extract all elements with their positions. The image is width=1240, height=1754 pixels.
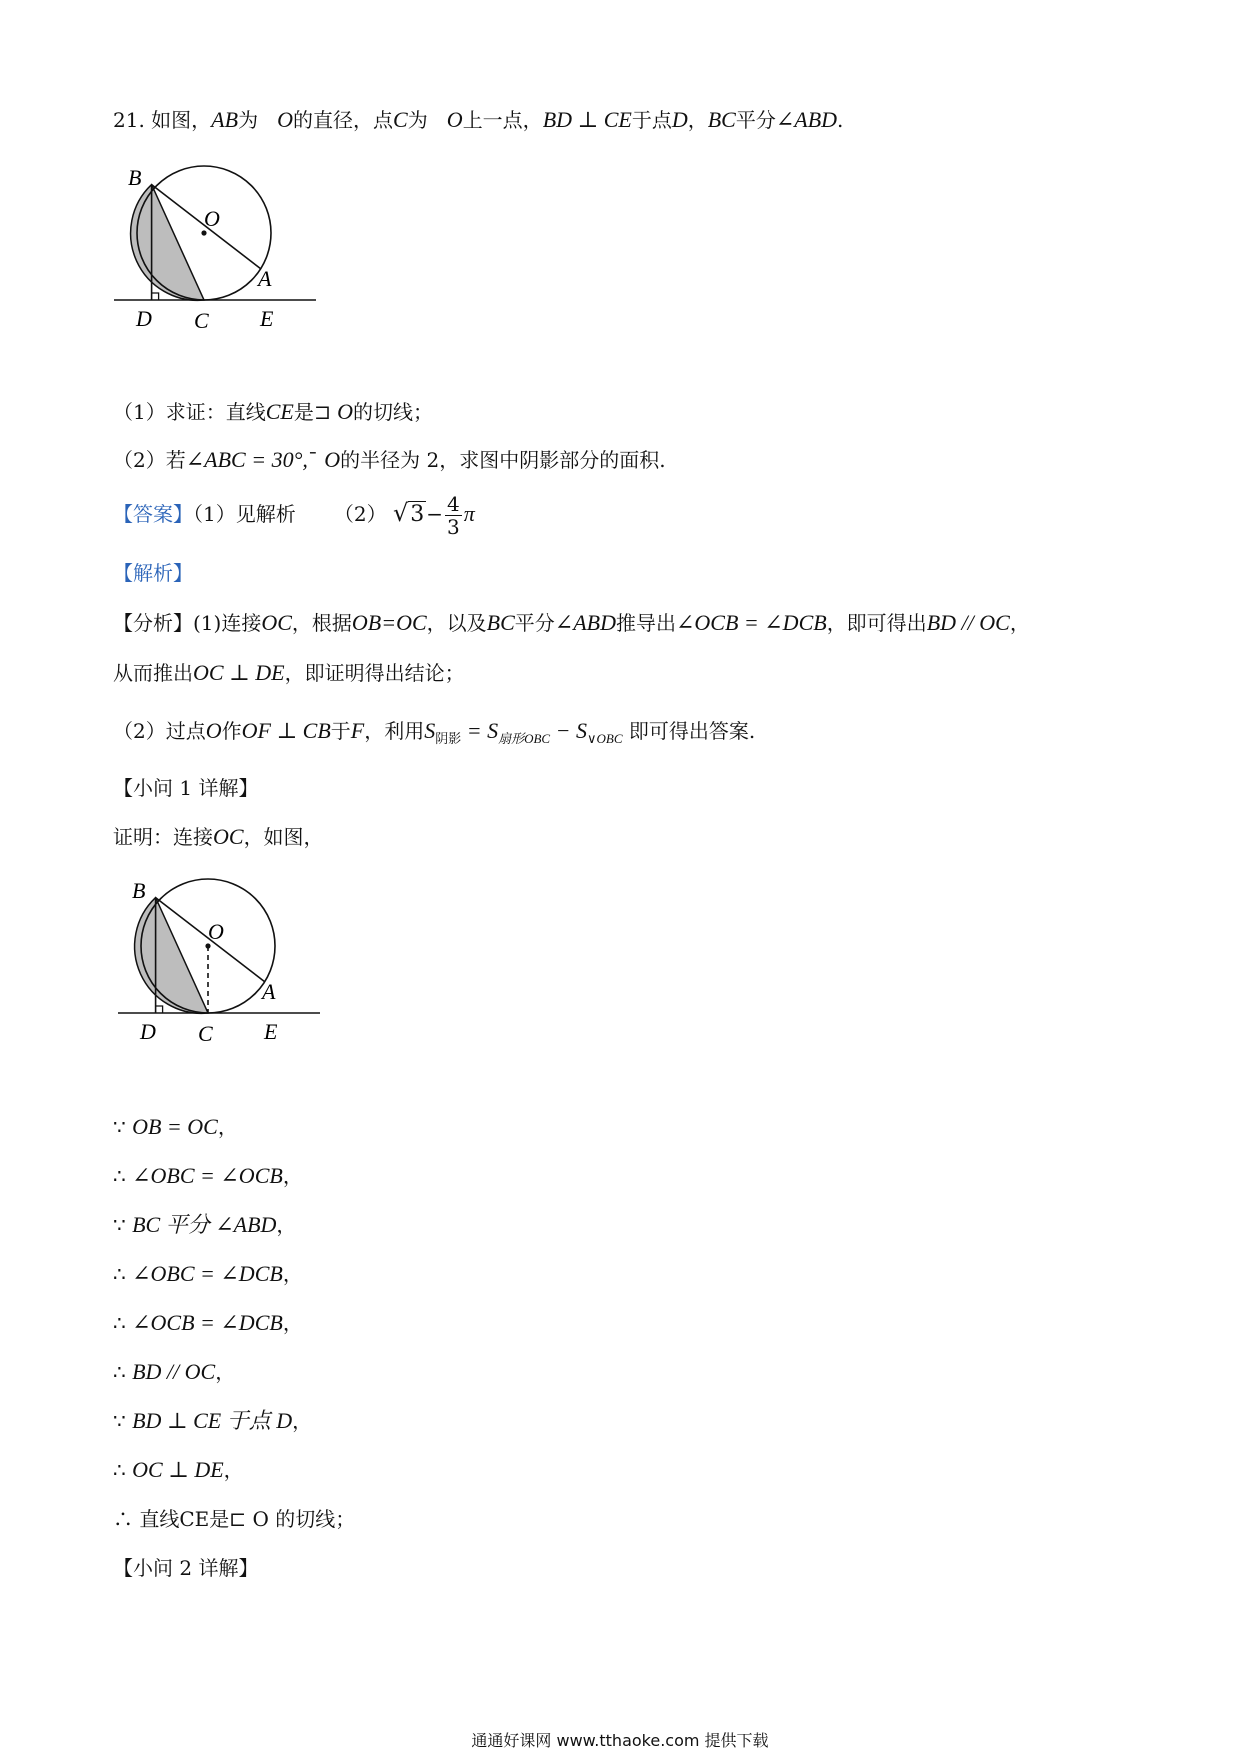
proof-step: ∵ OB = OC，: [113, 1114, 238, 1139]
shaded-segment: [131, 185, 204, 301]
figure-2: [104, 863, 334, 1048]
detail1-tag: 【小问 1 详解】: [113, 776, 259, 800]
label-b: B: [128, 165, 142, 190]
label-o-2: O: [208, 919, 224, 944]
label-c: C: [194, 308, 209, 333]
proof-step: ∵ BD ⊥ CE 于点 D，: [113, 1408, 313, 1433]
center-dot-2: [205, 943, 210, 948]
part2: （2）若∠ABC = 30°,¯ O的半径为 2，求图中阴影部分的面积.: [113, 447, 666, 472]
shaded-segment-2: [135, 898, 208, 1014]
proof-step: ∵ BC 平分 ∠ABD，: [113, 1212, 297, 1237]
label-e: E: [260, 306, 274, 331]
label-b-2: B: [132, 878, 146, 903]
proof-step: ∴ 直线CE是⊏ O 的切线；: [113, 1507, 356, 1531]
label-a-2: A: [262, 979, 276, 1004]
part1: （1）求证：直线CE是⊐ O的切线；: [113, 399, 434, 424]
proof-step: ∴ ∠OBC = ∠DCB，: [113, 1261, 303, 1286]
proof-step: ∴ ∠OBC = ∠OCB，: [113, 1163, 303, 1188]
fraction: $\frac{4}{3}$: [447, 492, 460, 539]
proof-step: ∴ OC ⊥ DE，: [113, 1457, 244, 1482]
detail2-tag: 【小问 2 详解】: [113, 1556, 259, 1580]
answer-line: 【答案】（1）见解析 （2） √3 − $\frac{4}{3}$ π: [113, 492, 475, 539]
label-c-2: C: [198, 1021, 213, 1046]
label-a: A: [258, 266, 272, 291]
proof-step: ∴ BD // OC，: [113, 1359, 236, 1384]
question-stem: 21. 如图，AB为 O的直径，点C为 O上一点，BD ⊥ CE于点D，BC平分∠ABD.: [113, 107, 844, 132]
label-e-2: E: [264, 1019, 278, 1044]
right-angle-mark: [152, 293, 159, 300]
label-d: D: [136, 306, 152, 331]
step2-analysis: （2）过点O作OF ⊥ CB于F，利用$S_{阴影} = S_{扇形OBC} - S_{\vee OBC}$ 即可得出答案.: [113, 718, 756, 747]
label-o: O: [204, 206, 220, 231]
label-d-2: D: [140, 1019, 156, 1044]
fenxi-line1: 【分析】(1)连接OC，根据OB=OC，以及BC平分∠ABD推导出∠OCB = ∠DCB，即可得出BD // OC，: [113, 610, 1030, 635]
proof-intro: 证明：连接OC，如图，: [113, 824, 324, 849]
fenxi-line2: 从而推出OC ⊥ DE，即证明得出结论；: [113, 660, 465, 685]
figure-1: [100, 150, 330, 335]
right-angle-mark-2: [156, 1006, 163, 1013]
answer-tag: 【答案】: [113, 502, 193, 526]
footer-watermark: 通通好课网 www.tthaoke.com 提供下载: [471, 1731, 769, 1750]
proof-step: ∴ ∠OCB = ∠DCB，: [113, 1310, 303, 1335]
center-dot: [201, 230, 206, 235]
analysis-tag: 【解析】: [113, 561, 193, 585]
